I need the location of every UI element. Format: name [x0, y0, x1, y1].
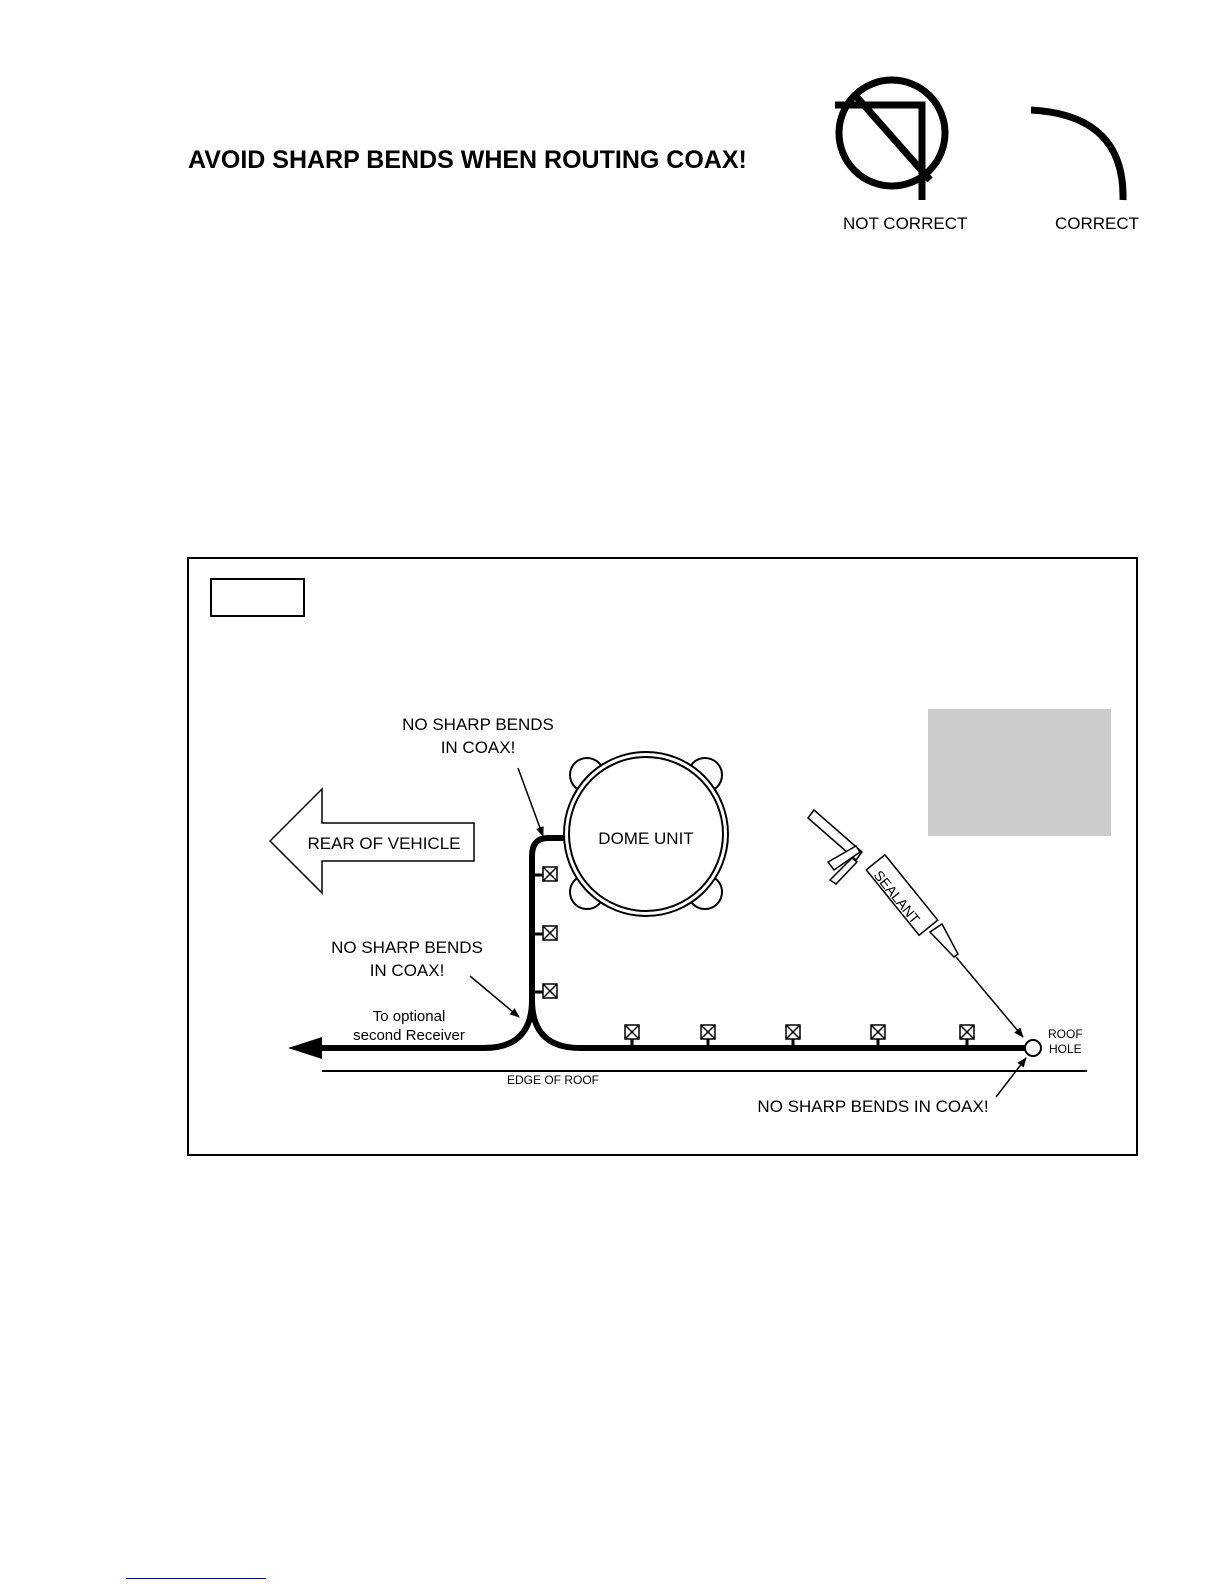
cable-clip [871, 1025, 885, 1048]
not-correct-caption: NOT CORRECT [843, 214, 968, 233]
page-footer-link-underline [126, 1578, 266, 1579]
cable-clip [532, 926, 557, 940]
edge-of-roof-label: EDGE OF ROOF [506, 1073, 600, 1087]
note-bottom: NO SHARP BENDS IN COAX! [757, 1097, 989, 1116]
note-left-line-1: NO SHARP BENDS [331, 938, 483, 957]
cable-clip [960, 1025, 974, 1048]
note-top-line-1: NO SHARP BENDS [402, 715, 554, 734]
page-heading: AVOID SHARP BENDS WHEN ROUTING COAX! [188, 146, 747, 174]
correct-caption: CORRECT [1055, 214, 1140, 233]
dome-unit-label: DOME UNIT [598, 829, 694, 848]
rear-of-vehicle-label: REAR OF VEHICLE [307, 834, 461, 853]
optional-receiver-line-1: To optional [372, 1008, 446, 1025]
note-left-line-2: IN COAX! [369, 961, 445, 980]
note-left-pointer [470, 976, 519, 1017]
roof-hole-label-1: ROOF [1048, 1027, 1083, 1041]
cable-clip [532, 984, 557, 998]
cable-clip [701, 1025, 715, 1048]
cable-clip [532, 867, 557, 881]
sealant-label: SEALANT [870, 867, 924, 927]
cable-clip [625, 1025, 639, 1048]
optional-receiver-line-2: second Receiver [353, 1027, 465, 1044]
cable-clip [786, 1025, 800, 1048]
note-top-line-2: IN COAX! [440, 738, 516, 757]
roof-hole-label-2: HOLE [1049, 1042, 1082, 1056]
cable-arrowhead [288, 1037, 322, 1059]
note-bottom-pointer [996, 1058, 1026, 1097]
note-top-pointer [518, 768, 543, 836]
roof-hole [1025, 1040, 1041, 1056]
